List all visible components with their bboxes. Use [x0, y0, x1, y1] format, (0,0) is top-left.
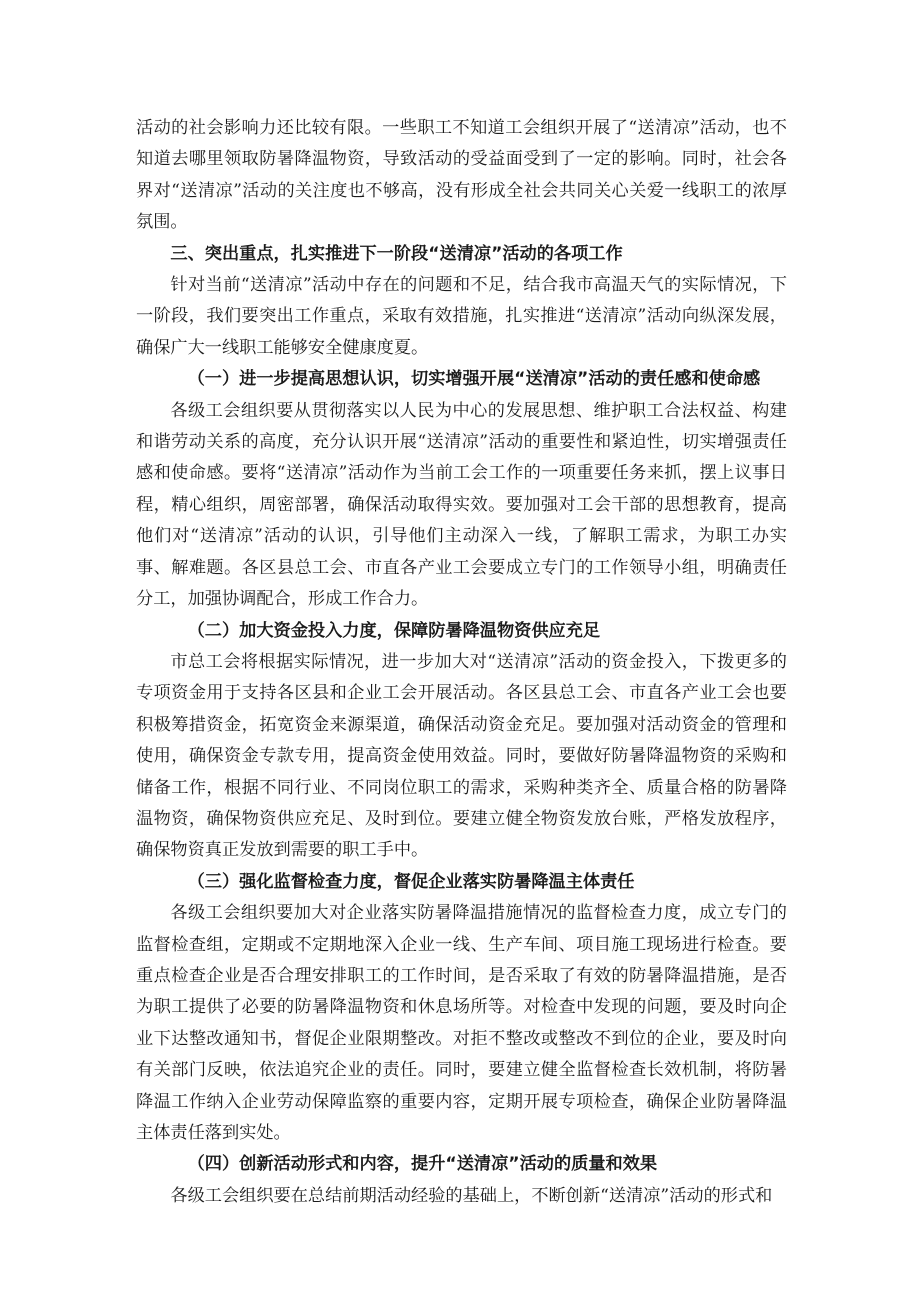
subsection-heading-1: （一）进一步提高思想认识，切实增强开展“送清凉”活动的责任感和使命感 [187, 369, 761, 390]
paragraph-1: 各级工会组织要从贯彻落实以人民为中心的发展思想、维护职工合法权益、构建和谐劳动关系的高度，充分认识开展“送清凉”活动的重要性和紧迫性，切实增强责任感和使命感。要将“送清凉”活动作为当前工会工作的一项重要任务来抓，摆上议事日程，精心组织，周密部署，确保活动取得实效。要加强对工会干部的思想教育，提高他们对“送清凉”活动的认识，引导他们主动深入一线，了解职工需求，为职工办实事、解难题。各区县总工会、市直各产业工会要成立专门的工作领导小组，明确责任分工，加强协调配合，形成工作合力。 [136, 400, 787, 610]
document-body [136, 113, 787, 1212]
paragraph-4: 各级工会组织要在总结前期活动经验的基础上，不断创新“送清凉”活动的形式和 [170, 1185, 773, 1206]
paragraph-2: 市总工会将根据实际情况，进一步加大对“送清凉”活动的资金投入，下拨更多的专项资金用于支持各区县和企业工会开展活动。各区县总工会、市直各产业工会也要积极筹措资金，拓宽资金来源渠道，确保活动资金充足。要加强对活动资金的管理和使用，确保资金专款专用，提高资金使用效益。同时，要做好防暑降温物资的采购和储备工作，根据不同行业、不同岗位职工的需求，采购种类齐全、质量合格的防暑降温物资，确保物资供应充足、及时到位。要建立健全物资发放台账，严格发放程序，确保物资真正发放到需要的职工手中。 [136, 651, 787, 861]
paragraph-intro: 针对当前“送清凉”活动中存在的问题和不足，结合我市高温天气的实际情况，下一阶段，我们要突出工作重点，采取有效措施，扎实推进“送清凉”活动向纵深发展，确保广大一线职工能够安全健康度夏。 [136, 275, 787, 358]
subsection-heading-2: （二）加大资金投入力度，保障防暑降温物资供应充足 [187, 620, 601, 641]
paragraph-3: 各级工会组织要加大对企业落实防暑降温措施情况的监督检查力度，成立专门的监督检查组，定期或不定期地深入企业一线、生产车间、项目施工现场进行检查。要重点检查企业是否合理安排职工的工作时间，是否采取了有效的防暑降温措施，是否为职工提供了必要的防暑降温物资和休息场所等。对检查中发现的问题，要及时向企业下达整改通知书，督促企业限期整改。对拒不整改或整改不到位的企业，要及时向有关部门反映，依法追究企业的责任。同时，要建立健全监督检查长效机制，将防暑降温工作纳入企业劳动保障监察的重要内容，定期开展专项检查，确保企业防暑降温主体责任落到实处。 [136, 903, 787, 1143]
subsection-heading-3: （三）强化监督检查力度，督促企业落实防暑降温主体责任 [187, 871, 635, 892]
subsection-heading-4: （四）创新活动形式和内容，提升“送清凉”活动的质量和效果 [187, 1154, 658, 1175]
paragraph-continued: 活动的社会影响力还比较有限。一些职工不知道工会组织开展了“送清凉”活动，也不知道去哪里领取防暑降温物资，导致活动的受益面受到了一定的影响。同时，社会各界对“送清凉”活动的关注度也不够高，没有形成全社会共同关心关爱一线职工的浓厚氛围。 [136, 118, 787, 233]
section-heading-3: 三、突出重点，扎实推进下一阶段“送清凉”活动的各项工作 [170, 243, 623, 264]
